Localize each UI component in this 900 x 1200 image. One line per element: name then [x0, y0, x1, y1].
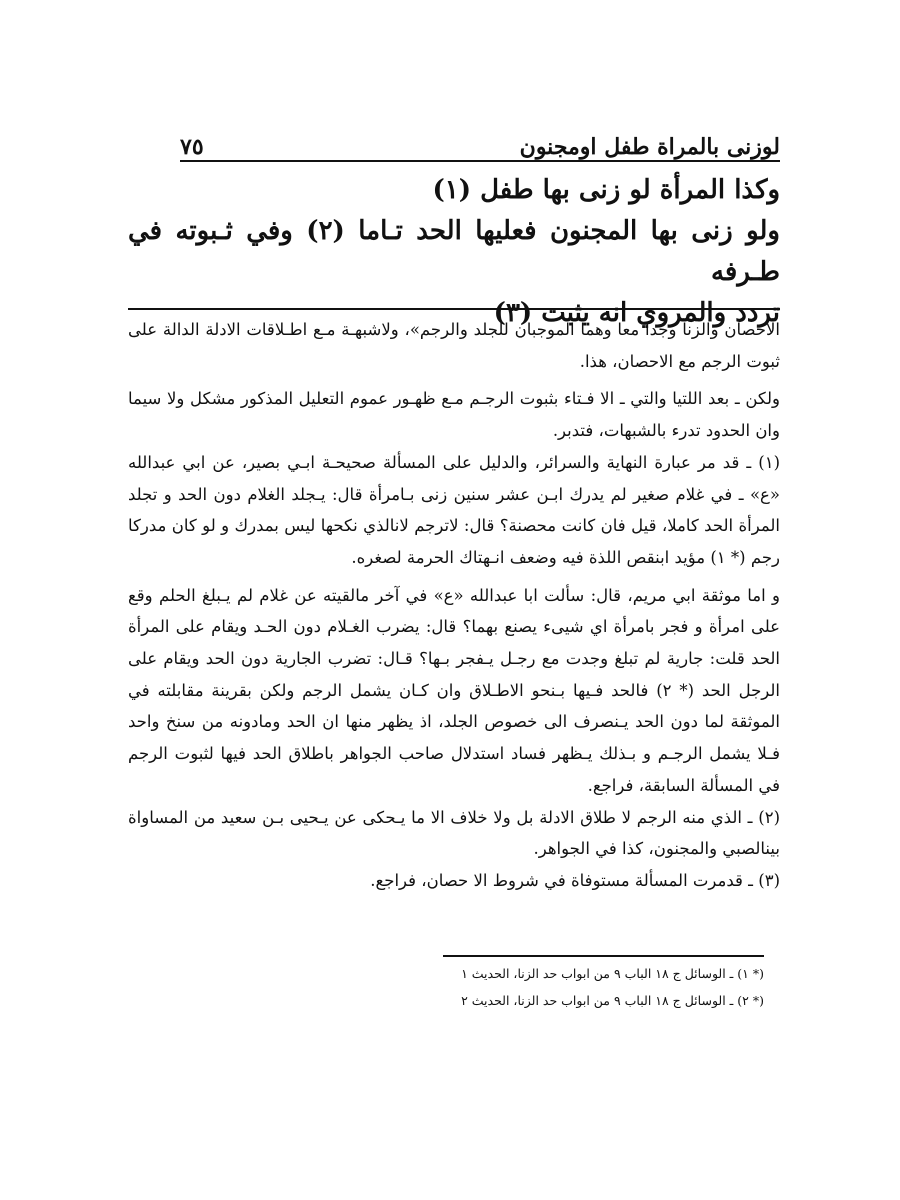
commentary-paragraph: (٣) ـ قدمرت المسألة مستوفاة في شروط الا حصان، فراجع.: [370, 870, 780, 890]
main-text-line: تردد والمروي انه يثبت (٣): [493, 298, 780, 328]
footnote: (* ١) ـ الوسائل ج ١٨ الباب ٩ من ابواب حد الزنا، الحديث ١: [461, 966, 764, 981]
commentary-paragraph: و اما موثقة ابي مريم، قال: سألت ابا عبدالله «ع» في آخر مالقيته عن غلام لم يـبلغ الحلم وقع على امرأة و فجر بامرأة اي شيىء يصنع بهما؟ قال: يضرب الغـلام دون الحـد ويقام على المرأة الحد قلت: جارية لم تبلغ وجدت مع رجـل يـفجر بـها؟ قـال: تضرب الجارية دون الحد ويقام على الرجل الحد (* ٢) فالحد فـيها بـنحو الاطـلاق وان كـان يشمل الرجم ولكن بقرينة مقابلته في الموثقة لما دون الحد يـنصرف الى خصوص الجلد، اذ يظهر منها ان الحد ومادونه من سنخ واحد فـلا يشمل الرجـم و بـذلك يـظهر فساد استدلال صاحب الجواهر باطلاق الحد فيها لثبوت الرجم في المسألة السابقة، فراجع.: [128, 585, 780, 795]
running-title: لوزنى بالمراة طفل اومجنون: [519, 134, 780, 160]
footnotes: [300, 960, 764, 1014]
footnote: (* ٢) ـ الوسائل ج ١٨ الباب ٩ من ابواب حد الزنا، الحديث ٢: [461, 993, 764, 1008]
footnote-rule: [443, 955, 764, 957]
main-text-rule: [128, 308, 780, 310]
header-rule: [180, 160, 780, 162]
commentary-paragraph: ولكن ـ بعد اللتيا والتي ـ الا فـتاء بثبوت الرجـم مـع ظهـور عموم التعليل المذكور مشكل ولا سيما وان الحدود تدرء بالشبهات، فتدبر.: [128, 389, 780, 441]
commentary-paragraph: الاحصان والزنا وجدا معا وهما الموجبان للجلد والرجم»، ولاشبهـة مـع اطـلاقات الادلة الدالة على ثبوت الرجم مع الاحصان، هذا.: [128, 320, 780, 371]
commentary-paragraph: (٢) ـ الذي منه الرجم لا طلاق الادلة بل ولا خلاف الا ما يـحكى عن يـحيى بـن سعيد من المساواة بينالصبي والمجنون، كذا في الجواهر.: [128, 807, 780, 859]
running-header: [180, 118, 780, 160]
commentary: [128, 314, 780, 897]
main-text-line: ولو زنى بها المجنون فعليها الحد تـاما (٢) وفي ثـبوته في طـرفه: [128, 216, 780, 287]
page-number: ٧٥: [180, 134, 204, 160]
main-text-line: وكذا المرأة لو زنى بها طفل (١): [432, 175, 780, 205]
commentary-paragraph: (١) ـ قد مر عبارة النهاية والسرائر، والدليل على المسألة صحيحـة ابـي بصير، عن ابي عبدالله «ع» ـ في غلام صغير لم يدرك ابـن عشر سنين زنى بـامرأة قال: يـجلد الغلام دون الحد و تجلد المرأة الحد كاملا، قيل فان كانت محصنة؟ قال: لاترجم لانالذي نكحها ليس بمدرك و لو كان مدركا رجم (* ١) مؤيد ابنقص اللذة فيه وضعف انـهتاك الحرمة لصغره.: [128, 452, 780, 567]
